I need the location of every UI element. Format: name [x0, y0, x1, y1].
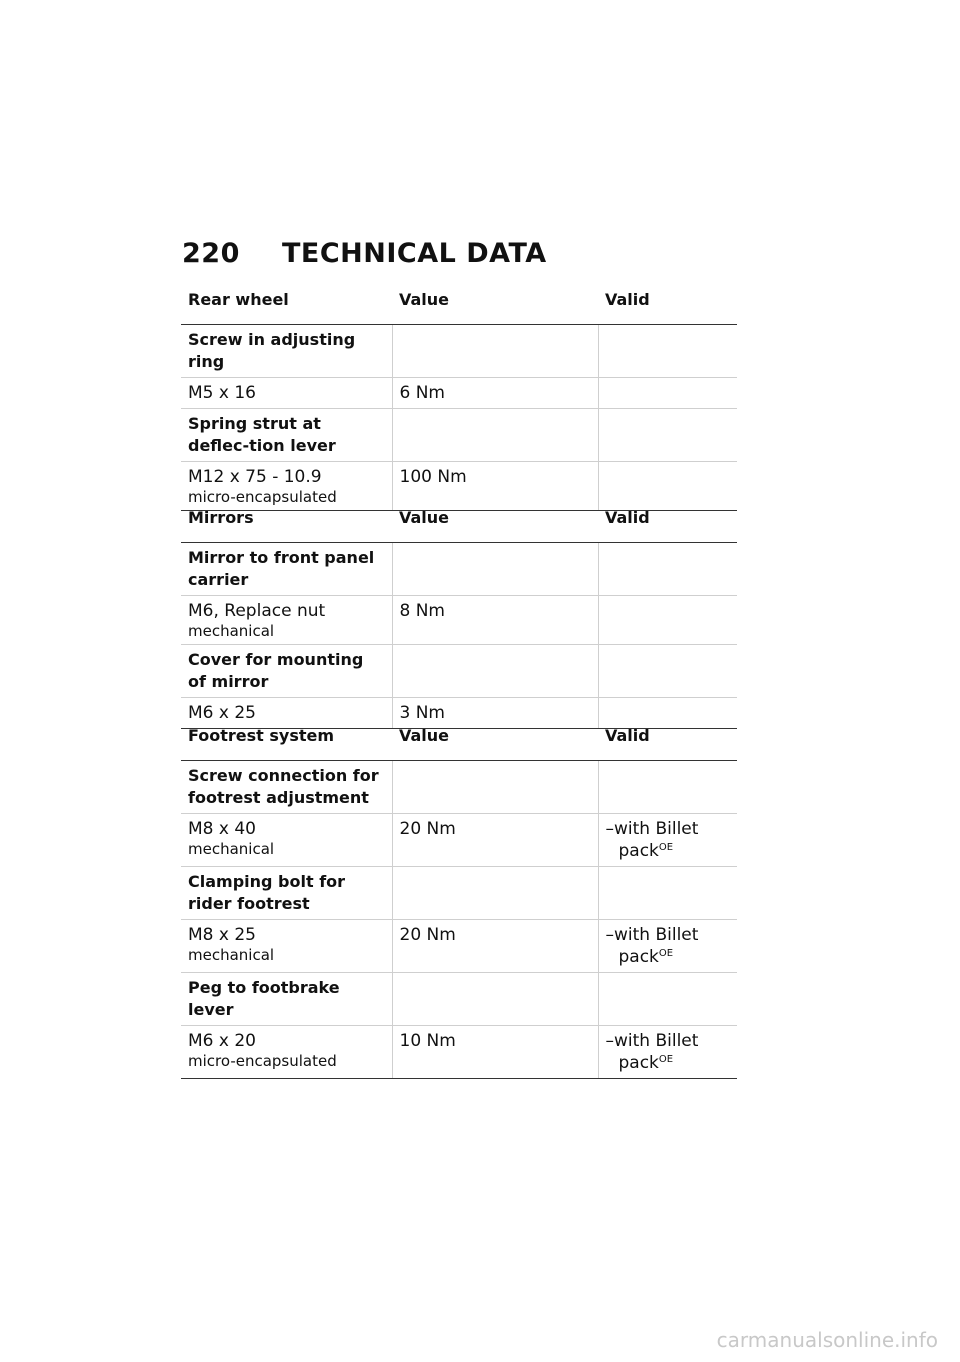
item-name: Peg to footbrake lever [181, 973, 392, 1026]
valid-text-continued: pack$^{OE}$ [618, 947, 674, 967]
spec-subtext: mechanical [188, 840, 275, 858]
spec-text: M6 x 20 [188, 1031, 256, 1051]
empty-cell [598, 973, 737, 1026]
spec-subtext: micro-encapsulated [188, 488, 337, 506]
spec-text: M8 x 40 [188, 819, 256, 839]
empty-cell [598, 325, 737, 378]
value-cell: 100 Nm [392, 462, 598, 511]
empty-cell [598, 543, 737, 596]
empty-cell [392, 543, 598, 596]
item-name: Spring strut at deflec-tion lever [181, 409, 392, 462]
spec-cell [181, 920, 392, 973]
spec-cell [181, 814, 392, 867]
empty-cell [392, 973, 598, 1026]
value-cell: 20 Nm [392, 920, 598, 973]
table-header-row [181, 726, 737, 761]
footrest-system-table [181, 726, 737, 1079]
spec-subtext: mechanical [188, 622, 275, 640]
column-header-valid: Valid [598, 726, 737, 761]
empty-cell [598, 867, 737, 920]
option-ex-works-marker: OE [658, 842, 674, 853]
item-name: Mirror to front panel carrier [181, 543, 392, 596]
column-header-valid: Valid [598, 508, 737, 543]
valid-text: –with Billet [605, 1031, 699, 1051]
spec-text: M6 x 25 [188, 703, 256, 723]
empty-cell [392, 867, 598, 920]
table-row [181, 814, 737, 867]
spec-cell [181, 698, 392, 729]
table-row [181, 543, 737, 596]
spec-cell [181, 596, 392, 645]
rear-wheel-table [181, 290, 737, 511]
spec-cell [181, 1026, 392, 1079]
valid-text-continued: pack$^{OE}$ [618, 1053, 674, 1073]
table-row [181, 761, 737, 814]
page-heading [182, 238, 547, 269]
table-header-row [181, 290, 737, 325]
item-name: Screw in adjusting ring [181, 325, 392, 378]
page-title: TECHNICAL DATA [282, 238, 547, 269]
table-row [181, 325, 737, 378]
valid-cell [598, 814, 737, 867]
empty-cell [392, 645, 598, 698]
spec-subtext: micro-encapsulated [188, 1052, 337, 1070]
valid-text: –with Billet [605, 925, 699, 945]
column-header-value: Value [392, 726, 598, 761]
value-cell: 6 Nm [392, 378, 598, 409]
column-header-component: Mirrors [181, 508, 392, 543]
table-row [181, 1026, 737, 1079]
table-row [181, 596, 737, 645]
item-name: Clamping bolt for rider footrest [181, 867, 392, 920]
valid-cell [598, 378, 737, 409]
spec-text: M6, Replace nut [188, 601, 326, 621]
valid-cell [598, 698, 737, 729]
mirrors-table [181, 508, 737, 729]
spec-subtext: mechanical [188, 946, 275, 964]
spec-cell [181, 462, 392, 511]
valid-cell [598, 596, 737, 645]
table-row [181, 920, 737, 973]
column-header-value: Value [392, 290, 598, 325]
table-row [181, 462, 737, 511]
value-cell: 3 Nm [392, 698, 598, 729]
column-header-component: Rear wheel [181, 290, 392, 325]
page-number: 220 [182, 238, 240, 269]
value-cell: 8 Nm [392, 596, 598, 645]
empty-cell [392, 325, 598, 378]
valid-text: –with Billet [605, 819, 699, 839]
option-ex-works-marker: OE [658, 1054, 674, 1065]
empty-cell [392, 761, 598, 814]
table-row [181, 378, 737, 409]
table-header-row [181, 508, 737, 543]
item-name: Screw connection for footrest adjustment [181, 761, 392, 814]
spec-text: M8 x 25 [188, 925, 256, 945]
value-cell: 10 Nm [392, 1026, 598, 1079]
spec-cell [181, 378, 392, 409]
column-header-valid: Valid [598, 290, 737, 325]
empty-cell [392, 409, 598, 462]
column-header-component: Footrest system [181, 726, 392, 761]
empty-cell [598, 761, 737, 814]
spec-text: M5 x 16 [188, 383, 256, 403]
valid-text-continued: pack$^{OE}$ [618, 841, 674, 861]
watermark: carmanualsonline.info [716, 1328, 938, 1352]
option-ex-works-marker: OE [658, 948, 674, 959]
empty-cell [598, 645, 737, 698]
spec-text: M12 x 75 - 10.9 [188, 467, 322, 487]
empty-cell [598, 409, 737, 462]
column-header-value: Value [392, 508, 598, 543]
valid-cell [598, 1026, 737, 1079]
table-row [181, 973, 737, 1026]
value-cell: 20 Nm [392, 814, 598, 867]
table-row [181, 645, 737, 698]
item-name: Cover for mounting of mirror [181, 645, 392, 698]
valid-cell [598, 462, 737, 511]
table-row [181, 867, 737, 920]
table-row [181, 409, 737, 462]
table-row [181, 698, 737, 729]
valid-cell [598, 920, 737, 973]
